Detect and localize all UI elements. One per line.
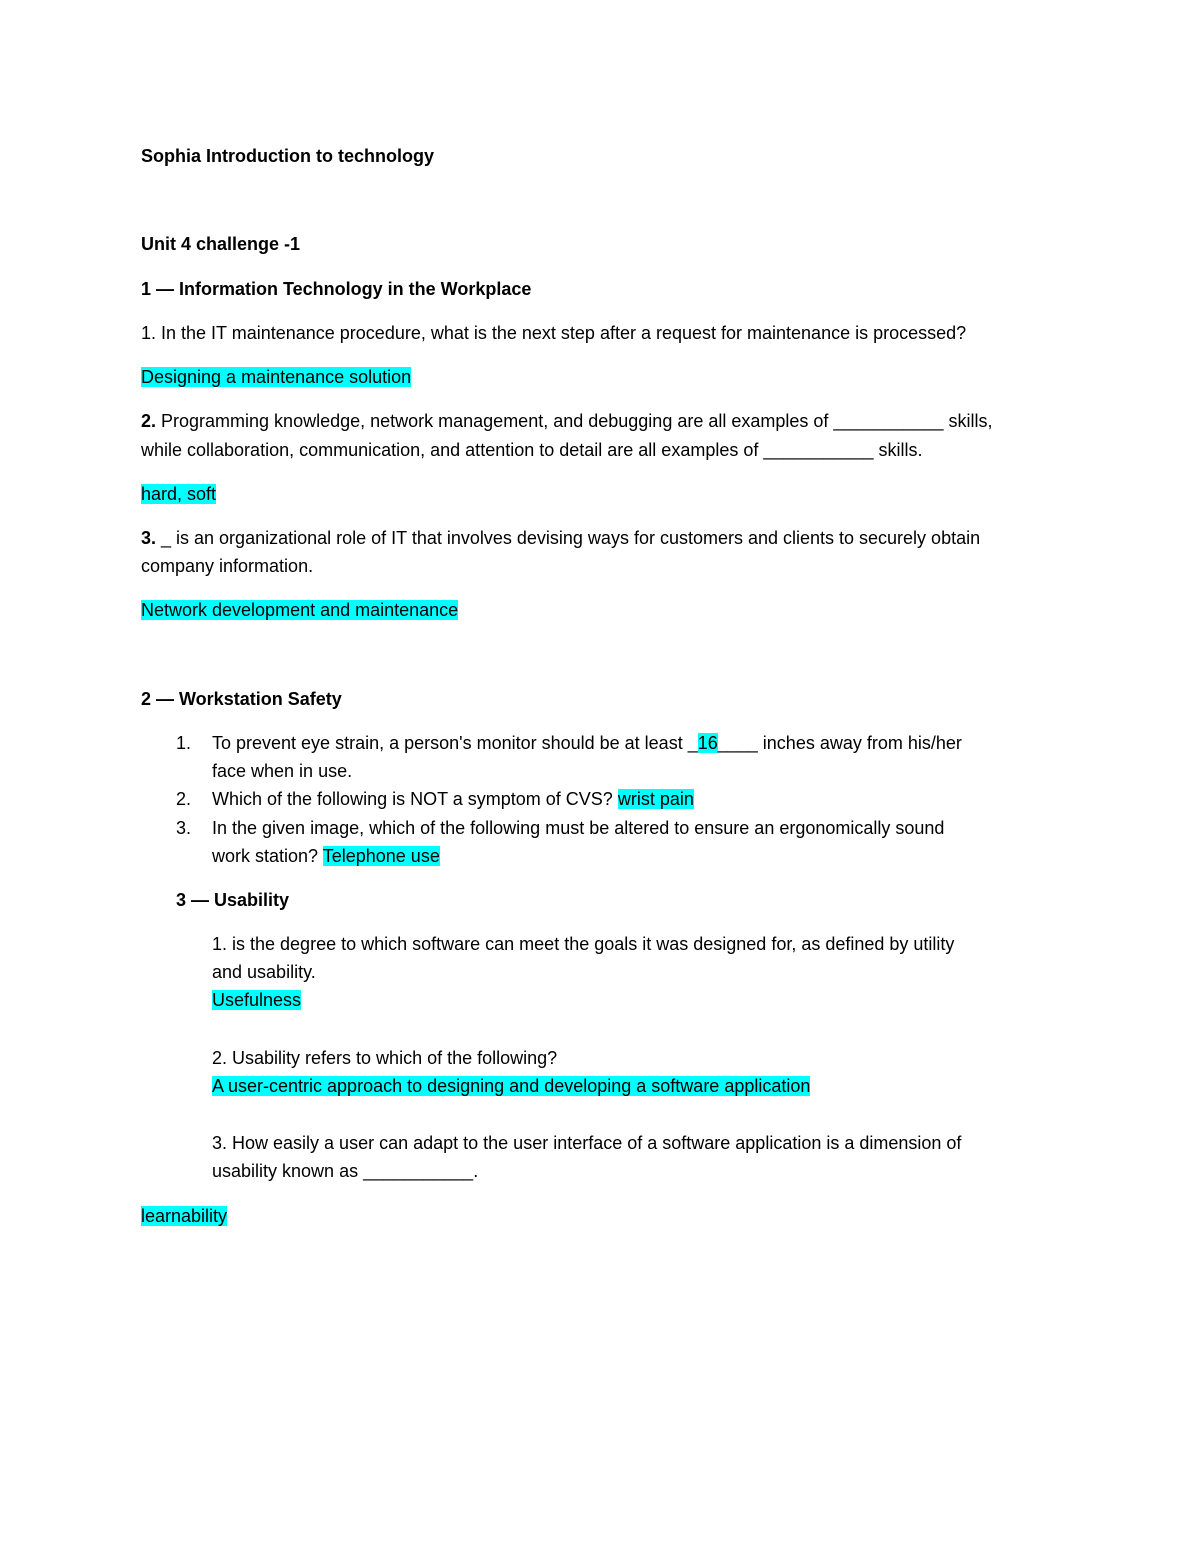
s3-question-2 xyxy=(212,1044,557,1072)
question-text: ____ inches away from his/her xyxy=(717,733,962,753)
answer-highlight: learnability xyxy=(141,1206,228,1226)
s3-question-1 xyxy=(212,930,954,958)
s2-item-3: In the given image, which of the following must be altered to ensure an ergonomically sound xyxy=(212,818,945,838)
question-text: Usability refers to which of the following? xyxy=(227,1048,558,1068)
answer-highlight: wrist pain xyxy=(617,789,694,809)
question-text: _ is an organizational role of IT that involves devising ways for customers and clients to securely obtain xyxy=(156,528,981,548)
question-number: 2. xyxy=(212,1048,228,1068)
question-text: work station? xyxy=(212,846,323,866)
answer-highlight: 16 xyxy=(697,733,718,753)
s3-answer-3 xyxy=(141,1202,227,1230)
answer-highlight: Network development and maintenance xyxy=(141,600,459,620)
answer-highlight: Usefulness xyxy=(212,990,302,1010)
s1-answer-1 xyxy=(141,363,411,391)
question-number: 3. xyxy=(141,528,157,548)
s2-item-1-cont: face when in use. xyxy=(212,761,353,781)
s1-answer-2 xyxy=(141,480,216,508)
section3-heading: 3 — Usability xyxy=(176,890,290,910)
answer-highlight: Designing a maintenance solution xyxy=(141,367,412,387)
question-number: 3. xyxy=(212,1133,228,1153)
s1-question-3-cont: company information. xyxy=(141,556,314,576)
document-title: Sophia Introduction to technology xyxy=(141,146,434,166)
question-text: Programming knowledge, network management, and debugging are all examples of ___________ skills, xyxy=(156,411,993,431)
s3-question-1-cont: and usability. xyxy=(212,962,316,982)
unit-heading: Unit 4 challenge -1 xyxy=(141,234,301,254)
question-text: To prevent eye strain, a person's monitor should be at least _ xyxy=(212,733,698,753)
question-text: In the IT maintenance procedure, what is the next step after a request for maintenance is processed? xyxy=(156,323,967,343)
section2-heading: 2 — Workstation Safety xyxy=(141,689,342,709)
question-number: 2. xyxy=(141,411,157,431)
s2-item-1-number: 1. xyxy=(176,733,192,753)
s2-item-2-number: 2. xyxy=(176,789,192,809)
s2-item-2 xyxy=(212,785,694,813)
s2-item-1 xyxy=(212,729,962,757)
s1-question-2 xyxy=(141,407,993,435)
s3-answer-1 xyxy=(212,986,301,1014)
question-text: Which of the following is NOT a symptom of CVS? xyxy=(212,789,618,809)
answer-highlight: hard, soft xyxy=(141,484,217,504)
answer-highlight: A user-centric approach to designing and developing a software application xyxy=(212,1076,811,1096)
s1-question-3 xyxy=(141,524,980,552)
s1-question-1 xyxy=(141,319,966,347)
s1-answer-3 xyxy=(141,596,458,624)
question-number: 1. xyxy=(141,323,157,343)
s2-item-3-number: 3. xyxy=(176,818,192,838)
s2-item-3-cont xyxy=(212,842,440,870)
question-text: How easily a user can adapt to the user interface of a software application is a dimension of xyxy=(227,1133,962,1153)
answer-highlight: Telephone use xyxy=(322,846,440,866)
s1-question-2-cont: while collaboration, communication, and attention to detail are all examples of ___________ skills. xyxy=(141,440,923,460)
s3-answer-2 xyxy=(212,1072,810,1100)
s3-question-3 xyxy=(212,1129,961,1157)
s3-question-3-cont: usability known as ___________. xyxy=(212,1161,479,1181)
section1-heading: 1 — Information Technology in the Workplace xyxy=(141,279,532,299)
question-text: is the degree to which software can meet the goals it was designed for, as defined by utility xyxy=(227,934,955,954)
question-number: 1. xyxy=(212,934,228,954)
